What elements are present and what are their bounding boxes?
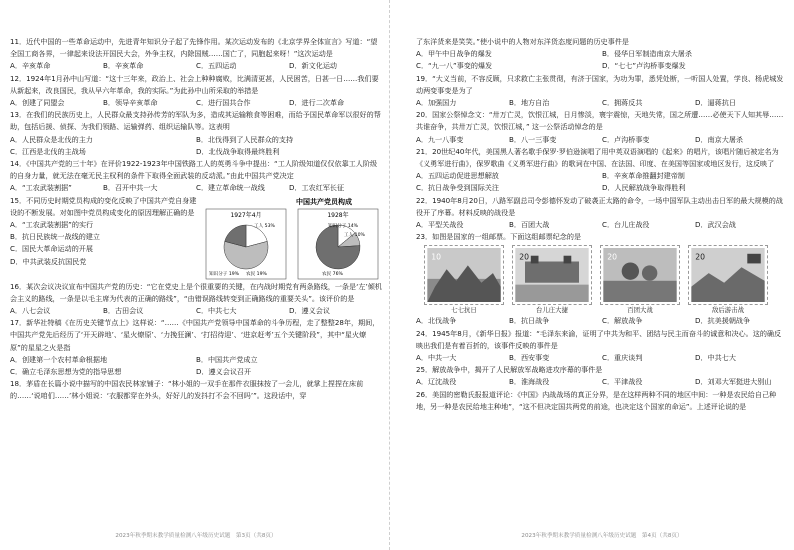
question-21	[416, 146, 788, 195]
question-12	[10, 73, 382, 110]
left-text-3: 农民 19%	[246, 271, 267, 277]
left-text-2: 工人 53%	[254, 223, 275, 229]
stamp-3	[600, 245, 680, 315]
question-stem: 22．1940年8月20日，八路军副总司令彭德怀发动了破袭正太路的命令，一场中国军队主动出击日军的最大规模的战役开了序幕。材料反映的战役是	[416, 195, 783, 217]
option-a: A．北伐战争	[416, 316, 457, 326]
option-a: A．“工农武装割据”的实行	[10, 220, 94, 230]
option-d: D．人民解放战争取得胜利	[602, 183, 686, 193]
question-stem: 26．美国的密勒氏报报道评论：《中国》内战战场的真正分界，是在这样两种不同的地区中间：一种是农民给自己种地，另一种是农民给地主种地”，“这不但决定国共两党的前途，也决定这个国家的命运”。上述评论说的是	[416, 389, 777, 411]
left-column	[10, 36, 382, 403]
option-d: D．工农红军长征	[289, 183, 345, 193]
option-b: B．地方自治	[509, 98, 550, 108]
option-c: C．中共七大	[196, 306, 237, 316]
option-b: B．百团大战	[509, 220, 550, 230]
option-d: D．武汉会战	[695, 220, 736, 230]
option-a: A．甲午中日战争的爆发	[416, 49, 492, 59]
question-18	[10, 378, 382, 402]
question-stem: 12．1924年1月孙中山写道：“这十三年来，政治上、社会上种种腐败，比满清更甚，人民困苦，日甚一日……我们要从新起来，改良国民，我从早六年革命，我的实际。”为此孙中山所采取的举措是	[10, 73, 379, 95]
stamp-value: 10	[431, 253, 442, 263]
options	[416, 315, 788, 327]
options	[416, 170, 788, 194]
options	[416, 134, 788, 146]
stamp-caption: 台儿庄大捷	[536, 306, 568, 315]
stamp-caption: 七七抗日	[451, 306, 477, 315]
stamp-4	[688, 245, 768, 315]
question-14	[10, 158, 382, 195]
question-stem: 了东洋货来是笑笑。”使小说中的人物对东洋货态度问题的历史事件是	[416, 37, 629, 46]
option-a: A．辛亥革命	[10, 61, 51, 71]
option-a: A．创建了同盟会	[10, 98, 65, 108]
question-17	[10, 317, 382, 378]
option-b: B．八一三事变	[509, 134, 557, 144]
page-footer-right: 2023年秋季期末教学质量检测八年级历史试题 第4页（共8页）	[521, 533, 683, 539]
option-c: C．卢沟桥事变	[602, 134, 650, 144]
question-stem: 18．茅盾在长篇小说中描写的中国农民林家铺子：“林小姐的一双手在那件衣服抹按了一会儿，就掌上捏捏在床前的……‘说咱们……’林小姐说：‘衣服都穿在外头，好好儿的发抖打不会不回吗’”。这段话中，穿	[10, 379, 364, 401]
right-column	[416, 36, 788, 413]
option-b: B．领导辛亥革命	[103, 98, 158, 108]
question-stem: 15．不同历史时期党员构成的变化反映了中国共产党自身建设的不断发展。对如图中党员构成变化的原因理解正确的是	[10, 195, 197, 217]
stamp-1	[424, 245, 504, 315]
question-15	[10, 195, 382, 281]
chart-title: 中国共产党员构成	[296, 197, 352, 206]
options	[10, 60, 382, 72]
question-20	[416, 109, 788, 146]
question-26	[416, 389, 788, 413]
option-b: B．召开中共一大	[103, 183, 158, 193]
options	[10, 134, 382, 158]
right-text-3: 农民 76%	[322, 271, 343, 277]
options	[416, 219, 788, 231]
option-c: C．五四运动	[196, 61, 237, 71]
option-d: D．中共七大	[695, 353, 736, 363]
option-a: A．九一八事变	[416, 134, 464, 144]
options	[10, 305, 382, 317]
option-b: B．抗日民族统一战线的建立	[10, 232, 100, 242]
option-d: D．刘邓大军挺进大别山	[695, 377, 772, 387]
party-composition-chart	[204, 195, 382, 281]
option-a: A．平型关战役	[416, 220, 464, 230]
stamp-image	[688, 245, 768, 305]
question-11	[10, 36, 382, 73]
options	[416, 97, 788, 109]
right-text-2: 工人 10%	[344, 232, 365, 238]
right-text-1: 知识分子 14%	[328, 223, 359, 229]
stamp-caption: 百团大战	[627, 306, 653, 315]
option-b: B．抗日战争	[509, 316, 550, 326]
question-18-continued	[416, 36, 788, 73]
option-c: C．建立革命统一战线	[196, 183, 265, 193]
option-c: C．江西是北伐的主战场	[10, 146, 86, 156]
stamp-image	[600, 245, 680, 305]
stamp-value: 20	[607, 253, 618, 263]
question-15-text	[10, 195, 198, 281]
option-b: B．淮海战役	[509, 377, 550, 387]
option-c: C．抗日战争受到国际关注	[416, 183, 499, 193]
stamp-set	[424, 245, 788, 315]
stamp-2	[512, 245, 592, 315]
options	[10, 354, 382, 378]
option-d: D．“七七”卢沟桥事变爆发	[602, 61, 686, 71]
stamp-value: 20	[695, 253, 706, 263]
option-b: B．古田会议	[103, 306, 144, 316]
option-d: D．南京大屠杀	[695, 134, 744, 144]
options	[416, 352, 788, 364]
question-stem: 20．国家公祭悼念文：“卅万亡灵，饮恨江城，日月惨淡，寰宇震惊，天地失常，国之所遭……必使天下人知其辱……共谁奋争，共卅万亡灵，饮恨江城，” 这一公祭活动悼念的是	[416, 110, 784, 132]
option-d: D．中共武装反抗国民党	[10, 256, 87, 266]
option-a: A．八七会议	[10, 306, 51, 316]
question-16	[10, 281, 382, 318]
stamp-image	[424, 245, 504, 305]
options	[10, 97, 382, 109]
option-d: D．遵义会议	[289, 306, 330, 316]
question-22	[416, 195, 788, 232]
option-d: D．北伐战争取得最终胜利	[196, 146, 280, 156]
option-a: A．辽沈战役	[416, 377, 457, 387]
options	[10, 182, 382, 194]
option-d: D．遵义会议召开	[196, 367, 252, 377]
question-stem: 21．20世纪40年代，美国黑人著名歌手保罗·罗伯逊演唱了用中英双语演唱的《起来》的唱片，该唱片随后被定名为《义勇军进行曲》，保罗歌曲《义勇军进行曲》的歌词在中国、在法国、印度、在美国等国家或地区发行，这反映了	[416, 146, 779, 169]
question-stem: 14．《中国共产党的三十年》在评价1922-1923年中国铁路工人的英勇斗争中提出：“工人阶级知道仅仅依靠工人阶级的自身力量，就无法在毫无民主权利的条件下取得全面武装的反动派。”由此中国共产党决定	[10, 159, 378, 181]
option-b: B．中国共产党成立	[196, 354, 258, 364]
option-d: D．进行二次革命	[289, 98, 345, 108]
question-stem: 13．在我们的民族历史上，人民群众最支持孙传芳的军队为多，造成其运输粮食等困难，而给予国民革命军以很好的帮助，包括后援、侦探、为我们领路、运输弹药、组织运输队等。这表明	[10, 110, 381, 132]
option-c: C．解放战争	[602, 316, 643, 326]
option-a: A．创建第一个农村革命根据地	[10, 354, 108, 364]
option-b: B．辛亥革命	[103, 61, 144, 71]
option-c: C．拥蒋反共	[602, 98, 643, 108]
question-stem: 11．近代中国的一些革命运动中，先进青年知识分子起了先锋作用。某次运动发布的《北京学界全体宣言》写道：“望全国工商各界，一律起来设法开国民大会，外争主权，内除国贼……国亡了，同胞起来呀！”这次运动是	[10, 37, 378, 59]
question-stem: 19．“大义当前，不容反顾，只求救亡主张贯彻，有济于国家，为功为罪，悉凭处断，一听国人处置，学良、杨虎城发动两变事变是为了	[416, 73, 784, 95]
stamp-caption: 敌后游击战	[712, 306, 744, 315]
option-d: D．抗美援朝战争	[695, 316, 751, 326]
question-stem: 17．新华社特稿《在历史关键节点上》这样说：“……《中国共产党领导中国革命的斗争历程，走了整整28年，期间，中国共产党先后经历了‘开天辟地’、‘星火燎原’、‘力挽狂澜’、‘打招待迎’、‘进京赶考’五个关键阶段”，其中“星火燎原”的星星之火是指	[10, 318, 380, 352]
options	[416, 48, 788, 72]
stamp-image	[512, 245, 592, 305]
option-c: C．重庆谈判	[602, 353, 643, 363]
option-b: B．北伐得到了人民群众的支持	[196, 134, 294, 144]
option-d: D．新文化运动	[289, 61, 338, 71]
option-c: C．平津战役	[602, 377, 643, 387]
question-stem: 16．某次会议决议宣布中国共产党的历史：“它在党史上是个很重要的关键，在内战时期党有两条路线，一条是‘左’倾机会主义的路线，一条是以毛主席为代表的正确的路线”，“由错误路线转变到正确路线的重要关头”。该评价的是	[10, 281, 382, 303]
question-24	[416, 328, 788, 365]
left-text-1: 知识分子 19%	[209, 271, 240, 277]
left-panel-label: 1927年4月	[230, 211, 262, 219]
stamp-value: 20	[519, 253, 530, 263]
page-fold-line	[389, 0, 391, 550]
question-13	[10, 109, 382, 158]
option-a: A．五四运动促进思想解放	[416, 171, 499, 181]
page-footer-left: 2023年秋季期末教学质量检测八年级历史试题 第3页（共8页）	[115, 533, 277, 539]
question-23	[416, 231, 788, 327]
option-c: C．“九一八”事变的爆发	[416, 61, 493, 71]
option-c: C．进行国共合作	[196, 98, 251, 108]
question-stem: 24．1945年8月，《新华日报》报道：“毛泽东来渝，证明了中共为和平、团结与民主而奋斗的诚意和决心。这的确反映出我们是有着百折的，该事件反映的事件是	[416, 328, 782, 350]
option-c: C．台儿庄战役	[602, 220, 650, 230]
question-19	[416, 73, 788, 110]
options	[10, 219, 198, 268]
option-b: B．西安事变	[509, 353, 550, 363]
question-25	[416, 364, 788, 388]
options	[416, 376, 788, 388]
question-stem: 23．如图是国家的一组邮票。下面这组邮票纪念的是	[416, 232, 582, 242]
option-b: B．辛亥革命推翻封建帝制	[602, 171, 685, 181]
option-d: D．逼蒋抗日	[695, 98, 736, 108]
option-b: B．侵华日军制造南京大屠杀	[602, 49, 692, 59]
option-a: A．人民群众是北伐的主力	[10, 134, 93, 144]
option-c: C．确立毛泽东思想为党的指导思想	[10, 367, 122, 377]
question-stem: 25．解放战争中，揭开了人民解放军战略进攻序幕的事件是	[416, 365, 603, 375]
option-c: C．国民大革命运动的开展	[10, 244, 93, 254]
option-a: A．中共一大	[416, 353, 457, 363]
option-a: A．加强国力	[416, 98, 457, 108]
right-panel-label: 1928年	[327, 211, 349, 219]
option-a: A．“工农武装割据”	[10, 183, 72, 193]
